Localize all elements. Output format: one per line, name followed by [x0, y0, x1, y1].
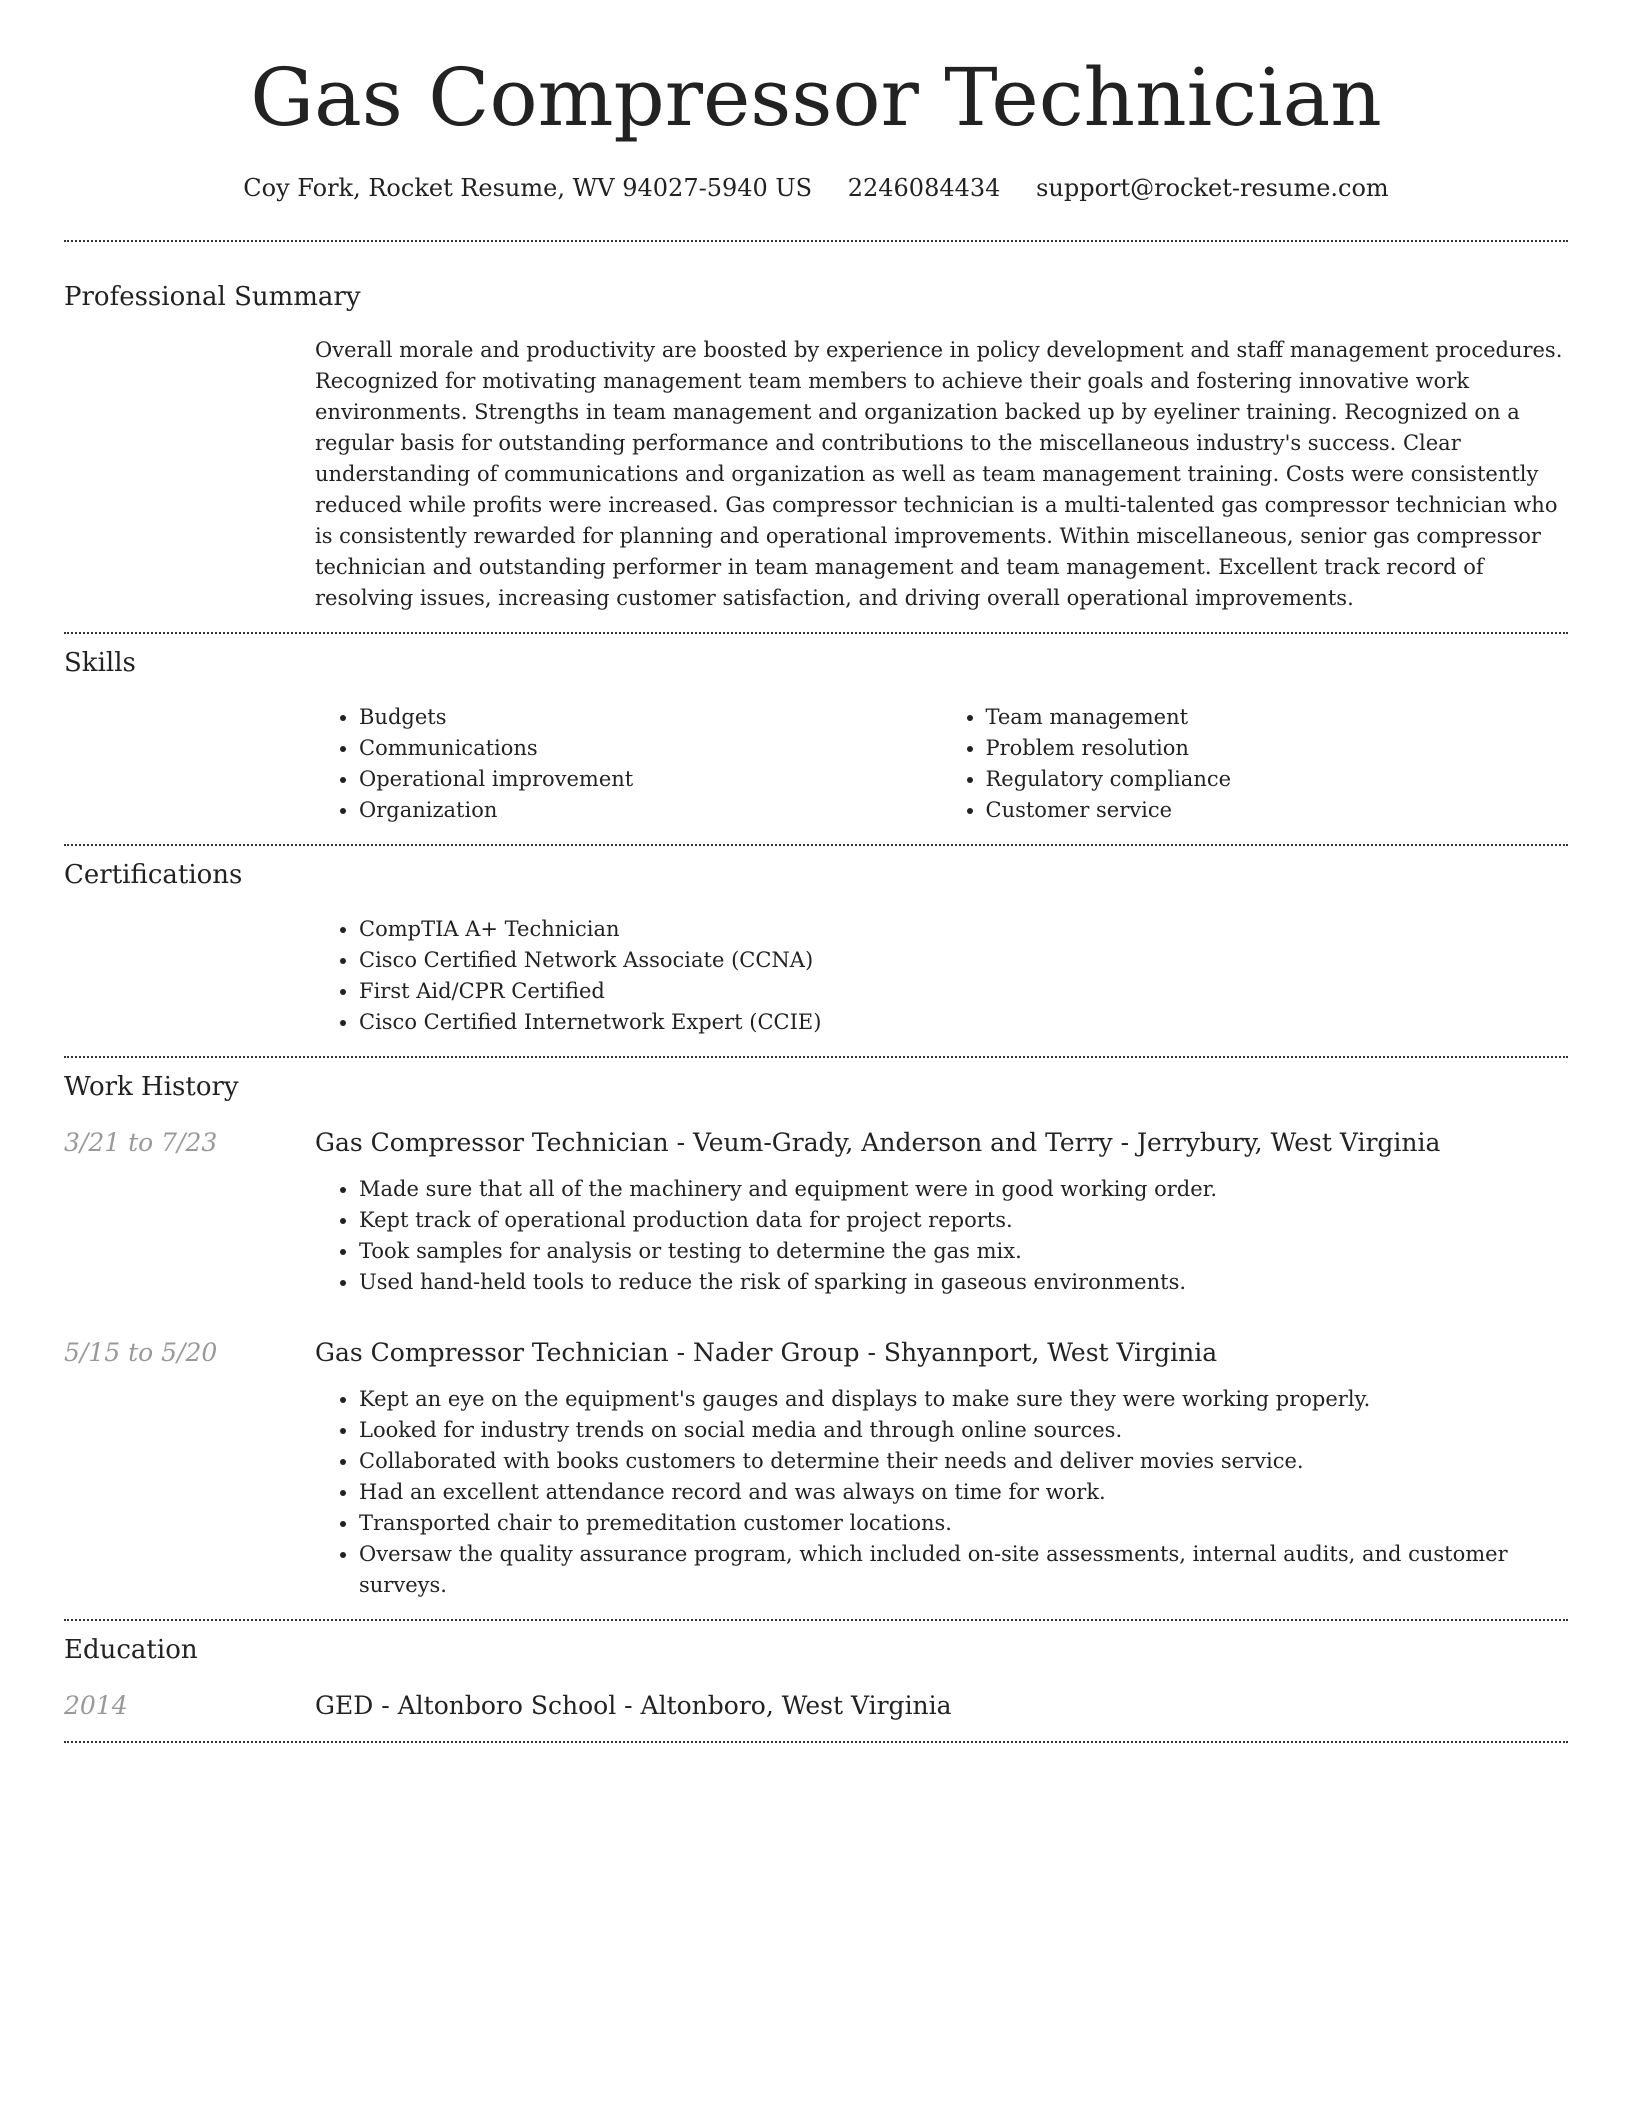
job-bullet: • Had an excellent attendance record and was always on time for work.: [359, 1477, 1568, 1508]
job-heading: Gas Compressor Technician - Veum-Grady, Anderson and Terry - Jerrybury, West Virginia: [315, 1128, 1441, 1157]
job-bullet: • Used hand-held tools to reduce the risk of sparking in gaseous environments.: [359, 1267, 1568, 1298]
skills-title: Skills: [64, 648, 136, 678]
job-bullet: • Collaborated with books customers to determine their needs and deliver movies service.: [359, 1446, 1568, 1477]
job-heading: Gas Compressor Technician - Nader Group - Shyannport, West Virginia: [315, 1338, 1218, 1367]
work-title: Work History: [64, 1072, 239, 1102]
certification-item: • Cisco Certified Network Associate (CCNA): [359, 945, 1568, 976]
job-bullet: • Kept track of operational production data for project reports.: [359, 1205, 1568, 1236]
job-bullets: [315, 1174, 1568, 1298]
summary-section: [64, 242, 1568, 632]
skills-section: [64, 634, 1568, 844]
job-bullets: [315, 1384, 1568, 1601]
skill-item: • Organization: [359, 795, 942, 826]
contact-line: [64, 172, 1568, 204]
job-bullet: • Took samples for analysis or testing to determine the gas mix.: [359, 1236, 1568, 1267]
candidate-name: Gas Compressor Technician: [250, 51, 1382, 144]
education-divider: [64, 1741, 1568, 1743]
certifications-section: [64, 846, 1568, 1056]
job-header: [64, 1336, 1568, 1370]
job-entry: [64, 1336, 1568, 1601]
skill-item: • Communications: [359, 733, 942, 764]
skill-item: • Operational improvement: [359, 764, 942, 795]
certification-item: • First Aid/CPR Certified: [359, 976, 1568, 1007]
job-header: [64, 1126, 1568, 1160]
job-bullet: • Looked for industry trends on social media and through online sources.: [359, 1415, 1568, 1446]
resume-header: [64, 0, 1568, 204]
skills-column-right: [942, 702, 1569, 826]
job-bullet: • Transported chair to premeditation customer locations.: [359, 1508, 1568, 1539]
job-bullet: • Kept an eye on the equipment's gauges and displays to make sure they were working properly.: [359, 1384, 1568, 1415]
certification-item: • CompTIA A+ Technician: [359, 914, 1568, 945]
job-details: [315, 1384, 1568, 1601]
certifications-title: Certifications: [64, 860, 243, 890]
skill-item: • Team management: [986, 702, 1569, 733]
work-section: [64, 1058, 1568, 1619]
contact-phone: 2246084434: [847, 174, 1001, 202]
summary-title: Professional Summary: [64, 282, 361, 312]
skill-item: • Budgets: [359, 702, 942, 733]
education-section: [64, 1621, 1568, 1741]
skills-list: [315, 702, 1568, 826]
job-bullet: • Oversaw the quality assurance program, which included on-site assessments, internal audits, and customer surveys.: [359, 1539, 1568, 1601]
skill-item: • Problem resolution: [986, 733, 1569, 764]
skills-column-left: [315, 702, 942, 826]
summary-text: Overall morale and productivity are boosted by experience in policy development and staff management procedures. Recognized for motivating management team members to achieve their goals and fostering innovative work environments. Strengths in team management and organization backed up by eyeliner training. Recognized on a regular basis for outstanding performance and contributions to the miscellaneous industry's success. Clear understanding of communications and organization as well as team management training. Costs were consistently reduced while profits were increased. Gas compressor technician is a multi-talented gas compressor technician who is consistently rewarded for planning and operational improvements. Within miscellaneous, senior gas compressor technician and outstanding performer in team management and team management. Excellent track record of resolving issues, increasing customer satisfaction, and driving overall operational improvements.: [315, 338, 1563, 610]
skill-item: • Regulatory compliance: [986, 764, 1569, 795]
education-heading: GED - Altonboro School - Altonboro, West Virginia: [315, 1691, 952, 1720]
skill-item: • Customer service: [986, 795, 1569, 826]
summary-body: [315, 335, 1568, 614]
certifications-body: [315, 914, 1568, 1038]
job-bullet: • Made sure that all of the machinery and equipment were in good working order.: [359, 1174, 1568, 1205]
job-details: [315, 1174, 1568, 1298]
contact-email: support@rocket-resume.com: [1036, 174, 1389, 202]
job-entry: [64, 1126, 1568, 1298]
education-entry: [64, 1689, 1568, 1723]
certification-item: • Cisco Certified Internetwork Expert (CCIE): [359, 1007, 1568, 1038]
job-dates: 3/21 to 7/23: [64, 1128, 218, 1157]
education-title: Education: [64, 1635, 198, 1665]
education-year: 2014: [64, 1691, 128, 1720]
job-dates: 5/15 to 5/20: [64, 1338, 218, 1367]
certifications-list: [315, 914, 1568, 1038]
contact-address: Coy Fork, Rocket Resume, WV 94027-5940 US: [243, 174, 813, 202]
